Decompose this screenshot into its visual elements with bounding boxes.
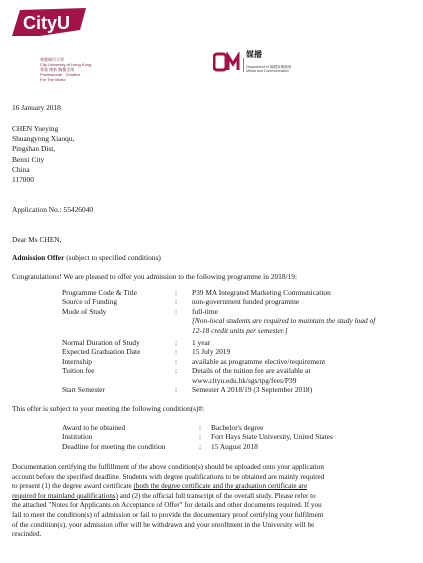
cityu-subtitle: 香港城市大學 City University of Hong Kong 專業 創新 胸懷全球 Professional · Creative For The World xyxy=(40,57,92,82)
programme-values-2: 1 year 15 July 2019 available as programme elective/requirement Details of the tuition fee are available at www.cityu.edu.hk/sgs/tpg/fees/P39 Semester A 2018/19 (3 September 2018) xyxy=(192,338,326,395)
condition-labels: Award to be obtained Institution Deadline for meeting the condition xyxy=(62,423,166,451)
condition-colons: : : : xyxy=(199,423,202,451)
letter-date: 16 January 2018 xyxy=(12,103,61,112)
programme-colons-2: : : : : : xyxy=(175,338,178,395)
divider xyxy=(243,58,244,72)
intro-text: Congratulations! We are pleased to offer you admission to the following programme in 2018/19: xyxy=(12,272,298,281)
programme-labels: Programme Code & Title Source of Funding Mode of Study xyxy=(62,288,137,316)
dept-name-cn: 媒播 xyxy=(246,50,262,59)
salutation: Dear Ms CHEN, xyxy=(12,235,62,244)
condition-values: Bachelor's degree Fort Hays State University, United States 15 August 2018 xyxy=(211,423,333,451)
mode-note: 12-18 credit units per semester.] xyxy=(192,325,288,335)
brand-name: CityU xyxy=(23,13,71,33)
programme-values: P39 MA Integrated Marketing Communication non-government funded programme full-time [Non-local students are required to maintain the study load of 12-18 credit units per semester.] xyxy=(192,288,376,335)
dept-logo xyxy=(213,52,241,72)
recipient-address: CHEN Yueying Shuangyong Xiaoqu, Pingshan Dist, Benxi City China 117000 xyxy=(12,124,75,185)
condition-intro: This offer is subject to your meeting the following condition(s)#: xyxy=(12,404,205,413)
dept-name: Department of 媒體與傳播系 Media and Communication xyxy=(246,65,292,74)
mode-note: [Non-local students are required to maintain the study load of xyxy=(192,316,376,326)
application-number: Application No.: 55426040 xyxy=(12,205,94,214)
programme-colons: : : : xyxy=(175,288,178,316)
body-paragraph: Documentation certifying the fulfillment of the above condition(s) should be uploaded onto your application account before the specified deadline. Students with degree qualifications to be obtained are mainly required to present (1) the degree award certificate (both the degree certificate and the graduation certificate are required for mainland qualifications) and (2) the official full transcript of the overall study. Please refer to the attached "Notes for Applicants on Acceptance of Offer" for details and other documents required. If you fail to meet the condition(s) of admission or fail to provide the documentary proof certifying your fulfilment of the condition(s), your admission offer will be withdrawn and your enrollment in the University will be rescinded. xyxy=(12,463,325,539)
cityu-logo xyxy=(10,6,88,40)
subject-line: Admission Offer (subject to specified conditions) xyxy=(12,253,161,262)
programme-labels-2: Normal Duration of Study Expected Graduation Date Internship Tuition fee Start Semester xyxy=(62,338,141,395)
